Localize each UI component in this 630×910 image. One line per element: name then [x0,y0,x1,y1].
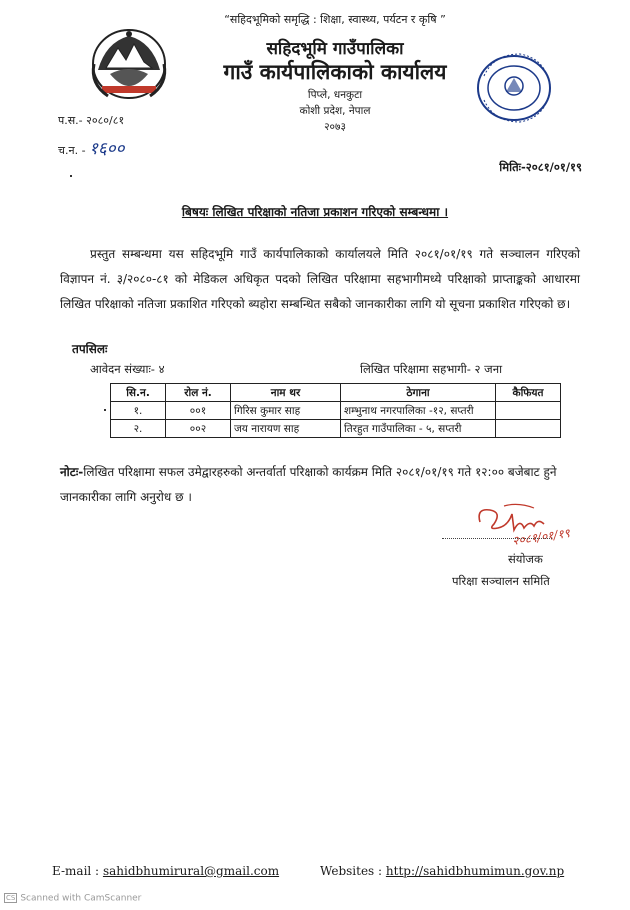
fiscal-year-ref: प.स.- २०८०/८१ [58,114,125,127]
col-address: ठेगाना [341,384,496,402]
cell-sn: २. [111,420,166,438]
cell-name: जय नारायण साह [231,420,341,438]
address-line-3: २०७३ [324,121,346,133]
footer-email [52,864,279,878]
website-link[interactable]: http://sahidbhumimun.gov.np [385,864,565,878]
dispatch-number-handwritten: १६०० [89,139,125,159]
website-label: Websites : [320,864,383,878]
cell-address: तिरहुत गाउँपालिका - ५, सप्तरी [341,420,496,438]
cell-roll: ००१ [166,402,231,420]
col-sn: सि.न. [111,384,166,402]
email-link[interactable]: sahidbhumirural@gmail.com [102,864,280,878]
cell-address: शम्भुनाथ नगरपालिका -१२, सप्तरी [341,402,496,420]
address-line-2: कोशी प्रदेश, नेपाल [299,105,371,117]
details-heading: तपसिलः [72,342,108,356]
cell-sn: १. [111,402,166,420]
signatory-title: संयोजक [508,552,543,566]
dispatch-label: च.न. - [58,144,86,157]
footer-website [320,864,564,878]
municipality-name: सहिदभूमि गाउँपालिका [266,39,404,59]
col-roll: रोल नं. [166,384,231,402]
camscanner-watermark [4,893,141,904]
scan-speck [104,409,106,411]
cell-remarks [496,420,561,438]
letter-date: मितिः-२०८१/०१/१९ [499,160,582,174]
table-row [111,402,561,420]
address-line-1: पिप्ले, धनकुटा [307,89,363,101]
body-paragraph: प्रस्तुत सम्बन्धमा यस सहिदभूमि गाउँ कार्यपालिकाको कार्यालयले मिति २०८१/०१/१९ गते सञ्चालन गरिएको विज्ञापन नं. ३/२०८०-८१ को मेडिकल अधिकृत पदको लिखित परिक्षामा सहभागीमध्ये परिक्षाको प्राप्ताङ्कको आधारमा लिखित परिक्षाको नतिजा प्रकाशित गरिएको ब्यहोरा सम्बन्धित सबैको जानकारीका लागि यो सूचना प्रकाशित गरिएको छ। [60,247,580,311]
results-table [110,383,561,438]
col-remarks: कैफियत [496,384,561,402]
note-text: लिखित परिक्षामा सफल उमेद्वारहरुको अन्तर्वार्ता परिक्षाको कार्यक्रम मिति २०८१/०१/१९ गते १२:०० बजेबाट हुने जानकारीका लागि अनुरोध छ । [60,465,557,504]
dispatch-ref [58,136,124,159]
participant-count: लिखित परिक्षामा सहभागी- २ जना [360,362,503,376]
committee-name: परिक्षा सञ्चालन समिति [452,574,550,588]
signature-line [442,538,552,539]
cell-remarks [496,402,561,420]
email-label: E-mail : [52,864,100,878]
col-name: नाम थर [231,384,341,402]
camscanner-text: Scanned with CamScanner [20,893,142,904]
application-count: आवेदन संख्याः- ४ [90,362,165,376]
office-name: गाउँ कार्यपालिकाको कार्यालय [223,60,447,84]
table-header-row [111,384,561,402]
signature-date: २०८१/०१/१९ [511,526,571,548]
scan-speck [70,175,72,177]
camscanner-logo-icon: CS [6,894,16,902]
motto: “सहिदभूमिको समृद्धि : शिक्षा, स्वास्थ्य, पर्यटन र कृषि ” [224,13,446,26]
note-label: नोटः- [60,465,84,479]
cell-roll: ००२ [166,420,231,438]
subject-line: बिषयः लिखित परिक्षाको नतिजा प्रकाशन गरिएको सम्बन्धमा । [181,205,449,219]
table-row [111,420,561,438]
cell-name: गिरिस कुमार साह [231,402,341,420]
